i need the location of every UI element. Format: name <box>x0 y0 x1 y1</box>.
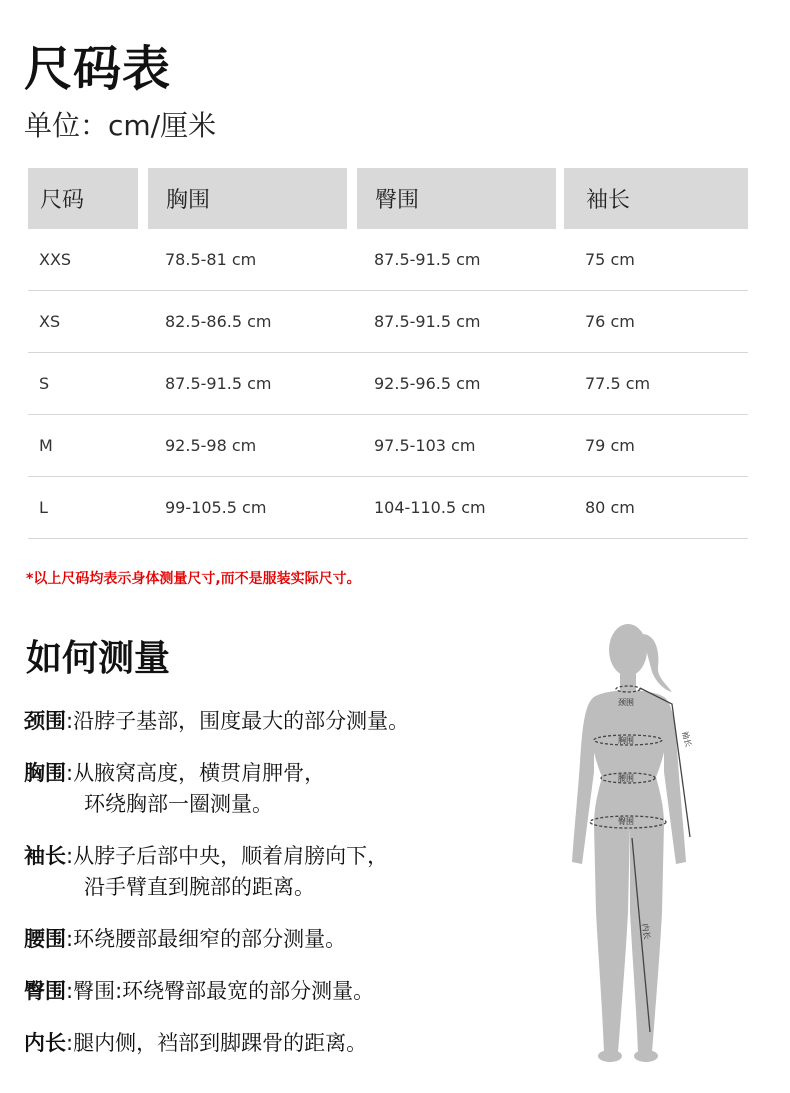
cell-hip: 104-110.5 cm <box>374 498 486 517</box>
label-hip: 臀围 <box>618 817 634 826</box>
instruction-inseam <box>24 1028 367 1059</box>
cell-hip: 92.5-96.5 cm <box>374 374 481 393</box>
table-row <box>28 229 748 291</box>
cell-chest: 78.5-81 cm <box>165 250 257 269</box>
cell-chest: 82.5-86.5 cm <box>165 312 272 331</box>
page-title: 尺码表 <box>24 41 172 97</box>
unit-label: 单位：cm/厘米 <box>24 109 217 142</box>
header-sleeve: 袖长 <box>564 168 748 229</box>
instruction-waist <box>24 924 346 955</box>
instruction-label: 臀围 <box>24 979 66 1003</box>
table-header <box>28 168 748 229</box>
header-hip: 臀围 <box>357 168 556 229</box>
disclaimer-note: *以上尺码均表示身体测量尺寸,而不是服装实际尺寸。 <box>26 571 361 587</box>
instruction-text: :环绕腰部最细窄的部分测量。 <box>66 927 347 951</box>
label-chest: 胸围 <box>618 736 634 745</box>
instruction-label: 腰围 <box>24 927 66 951</box>
cell-size: XXS <box>39 250 72 269</box>
cell-size: L <box>39 498 48 517</box>
instruction-text: :沿脖子基部，围度最大的部分测量。 <box>66 709 410 733</box>
instruction-label: 颈围 <box>24 709 66 733</box>
instruction-text-line2: 沿手臂直到腕部的距离。 <box>84 875 315 899</box>
label-waist: 腰围 <box>618 774 634 783</box>
table-row <box>28 353 748 415</box>
instruction-text: :从脖子后部中央，顺着肩膀向下， <box>66 844 389 868</box>
cell-size: XS <box>39 312 61 331</box>
instruction-label: 内长 <box>24 1031 66 1055</box>
body-measurement-figure <box>560 612 710 1072</box>
table-row <box>28 415 748 477</box>
cell-hip: 97.5-103 cm <box>374 436 476 455</box>
instruction-hip <box>24 976 374 1007</box>
cell-chest: 99-105.5 cm <box>165 498 267 517</box>
cell-size: S <box>39 374 50 393</box>
cell-sleeve: 79 cm <box>585 436 635 455</box>
size-table <box>28 168 748 539</box>
instruction-text: :臀围:环绕臀部最宽的部分测量。 <box>66 979 375 1003</box>
table-row <box>28 291 748 353</box>
instruction-label: 袖长 <box>24 844 66 868</box>
instruction-text-line2: 环绕胸部一圈测量。 <box>84 792 273 816</box>
label-neck: 颈围 <box>618 698 634 707</box>
cell-hip: 87.5-91.5 cm <box>374 312 481 331</box>
label-sleeve: 袖长 <box>680 730 693 748</box>
cell-hip: 87.5-91.5 cm <box>374 250 481 269</box>
cell-chest: 92.5-98 cm <box>165 436 257 455</box>
table-row <box>28 477 748 539</box>
cell-sleeve: 76 cm <box>585 312 635 331</box>
instruction-text: :从腋窝高度，横贯肩胛骨， <box>66 761 326 785</box>
cell-sleeve: 75 cm <box>585 250 635 269</box>
instruction-neck <box>24 706 409 737</box>
section-title: 如何测量 <box>26 638 171 679</box>
cell-chest: 87.5-91.5 cm <box>165 374 272 393</box>
instruction-label: 胸围 <box>24 761 66 785</box>
cell-sleeve: 77.5 cm <box>585 374 651 393</box>
cell-sleeve: 80 cm <box>585 498 635 517</box>
header-chest: 胸围 <box>148 168 347 229</box>
instruction-chest <box>24 758 325 820</box>
label-inseam: 内长 <box>640 922 652 941</box>
instruction-sleeve <box>24 841 388 903</box>
instruction-text: :腿内侧，裆部到脚踝骨的距离。 <box>66 1031 368 1055</box>
body-silhouette <box>572 624 686 1062</box>
cell-size: M <box>39 436 53 455</box>
header-size: 尺码 <box>28 168 138 229</box>
